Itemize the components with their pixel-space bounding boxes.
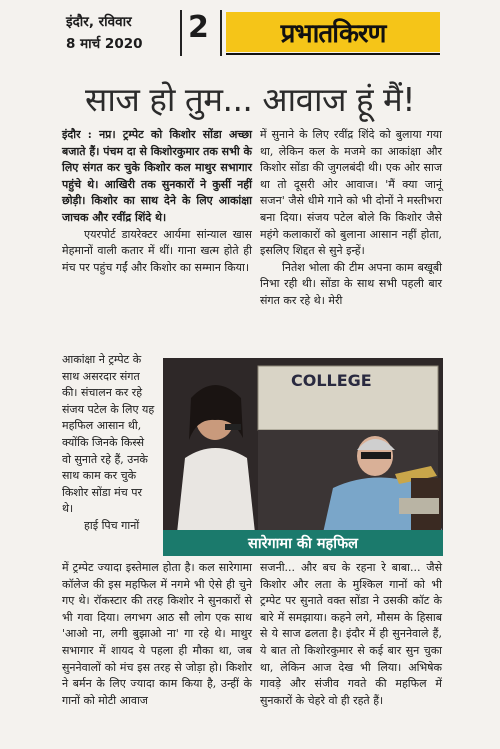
article-paragraph: सजनी... और बच के रहना रे बाबा... जैसे किशोर और लता के मुश्किल गानों को भी ट्रम्पेट पर सुनाते वक्त सोंडा ने उसकी कॉट के बारे में समझाया। कहने लगे, मौसम के हिसाब से ये साज ढलता है। इंदौर में ही सुननेवाले हैं, ये बात तो किशोरकुमार से कई बार सुन चुका था, लेकिन आज देख भी लिया। अभिषेक गावड़े और संजीव गवते की महफिल में सुनकारों के चेहरे वो ही रहते हैं। (260, 561, 442, 707)
masthead (58, 10, 448, 58)
article-column-2-top (260, 127, 442, 310)
article-lead-paragraph: इंदौर : नप्र। ट्रम्पेट को किशोर सोंडा अच्छा बजाते हैं। पंचम दा से किशोरकुमार तक सभी के लिए संगत कर चुके किशोर कल माथुर सभागार पहुंचे थे। आखिरी तक सुनकारों ने कुर्सी नहीं छोड़ी। किशोर का साथ देने के लिए आकांक्षा जाचक और रवींद्र शिंदे थे। (62, 128, 252, 224)
divider (180, 10, 182, 56)
article-column-1-bottom (62, 560, 252, 709)
article-headline: साज हो तुम... आवाज हूं मैं! (85, 80, 415, 119)
page-number: 2 (188, 10, 209, 45)
article-paragraph: हाई पिच गानों (84, 518, 140, 532)
article-paragraph: आकांक्षा ने ट्रम्पेट के साथ असरदार संगत की। संचालन कर रहे संजय पटेल के लिए यह महफिल आसान थी, क्योंकि जिनके किस्से वो सुनाते रहे हैं, उनके साथ काम कर चुके किशोर सोंडा मंच पर थे। (62, 353, 155, 516)
city-day: इंदौर, रविवार (66, 14, 132, 30)
divider (220, 10, 222, 56)
article-paragraph: नितेश भोला की टीम अपना काम बखूबी निभा रही थी। सोंडा के साथ सभी पहली बार संगत कर रहे थे। मेरी (260, 260, 442, 307)
article-paragraph: में सुनाने के लिए रवींद्र शिंदे को बुलाया गया था, लेकिन कल के मजमे का आकांक्षा और किशोर सोंडा की जुगलबंदी थी। एक ओर साज था तो दूसरी ओर आवाज। 'मैं क्या जानूं सजन' जैसे धीमे गाने को भी दोनों ने मस्तीभरा बना दिया। संजय पटेल बोले कि किशोर जैसे महंगे कलाकारों को बुलाना आसान नहीं होता, इसलिए शिद्दत से सुने इन्हें। (260, 128, 442, 258)
newspaper-logo: प्रभातकिरण (226, 12, 440, 52)
photo-banner-text: COLLEGE (291, 371, 372, 390)
article-paragraph: एयरपोर्ट डायरेक्टर आर्यमा सांन्याल खास मेहमानों वाली कतार में थीं। गाना खत्म होते ही मंच पर पहुंच गईं और किशोर का सम्मान किया। (62, 227, 252, 274)
article-photo (163, 358, 443, 533)
edition-date: 8 मार्च 2020 (66, 36, 143, 52)
article-column-2-bottom (260, 560, 442, 709)
article-column-1-top (62, 127, 252, 276)
photo-caption: सारेगामा की महफिल (163, 530, 443, 556)
article-paragraph: में ट्रम्पेट ज्यादा इस्तेमाल होता है। कल सारेगामा कॉलेज की इस महफिल में नगमे भी ऐसे ही चुने गए थे। रॉकस्टार की तरह किशोर ने सुनकारों से भी गवा दिया। लगभग आठ सौ लोग एक साथ 'आओ ना, लगी बुझाओ ना' गा रहे थे। माथुर सभागार में शायद ये पहला ही मौका था, जब सुननेवालों को मंच इस तरह से जोड़ा हो। किशोर ने बर्मन के लिए ज्यादा काम किया है, उन्हीं के गानों को मोटी आवाज (62, 561, 252, 707)
article-column-1-narrow (62, 352, 156, 535)
logo-underline (226, 53, 440, 55)
